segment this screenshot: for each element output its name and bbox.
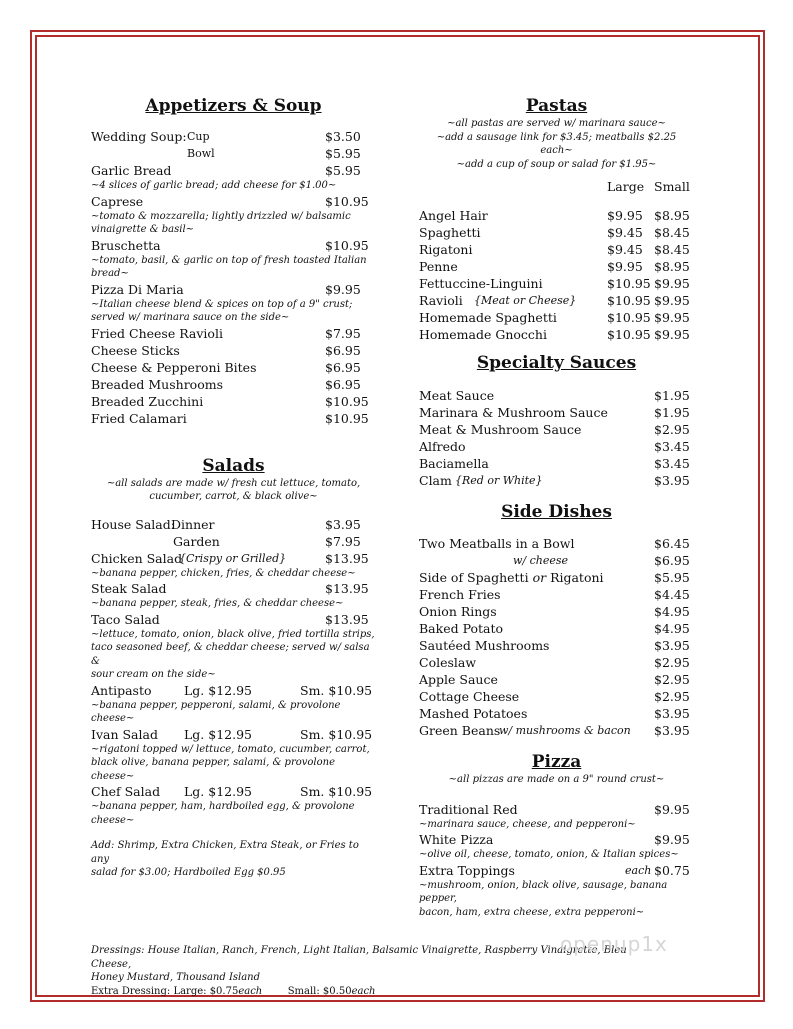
menu-item bbox=[419, 326, 694, 343]
menu-item-pizza-di-maria bbox=[91, 281, 376, 298]
small-column-header: Small bbox=[654, 179, 690, 194]
dressings-list: Dressings: House Italian, Ranch, French, Light Italian, Balsamic Vinaigrette, Raspberry Vinaigrette, Bleu Cheese, bbox=[91, 945, 627, 970]
large-price: Lg. $12.95 bbox=[184, 682, 252, 698]
menu-item bbox=[419, 637, 694, 654]
item-name: Fettuccine-Linguini bbox=[419, 276, 543, 291]
item-name: Breaded Zucchini bbox=[91, 393, 204, 409]
menu-item bbox=[419, 671, 694, 688]
menu-item bbox=[419, 620, 694, 637]
item-name: Two Meatballs in a Bowl bbox=[419, 536, 575, 551]
item-name: Onion Rings bbox=[419, 604, 497, 619]
large-price: $9.45 bbox=[607, 225, 643, 240]
wedding-soup-cup bbox=[91, 128, 376, 145]
item-description: ~banana pepper, steak, fries, & cheddar cheese~ bbox=[91, 598, 344, 609]
item-price: $2.95 bbox=[654, 689, 690, 704]
item-name: Taco Salad bbox=[91, 611, 160, 627]
item-name: Mashed Potatoes bbox=[419, 706, 528, 721]
large-price: $10.95 bbox=[607, 276, 651, 291]
pastas-note: ~add a cup of soup or salad for $1.95~ bbox=[456, 158, 657, 170]
menu-item bbox=[419, 309, 694, 326]
each-label: each bbox=[351, 985, 376, 997]
item-price: $1.95 bbox=[654, 405, 690, 420]
item-description: ~4 slices of garlic bread; add cheese for $1.00~ bbox=[91, 180, 337, 191]
menu-item bbox=[419, 455, 694, 472]
large-price: $10.95 bbox=[607, 310, 651, 325]
garden-label: Garden bbox=[173, 533, 220, 549]
menu-item bbox=[419, 421, 694, 438]
item-price: $4.95 bbox=[654, 621, 690, 636]
sauce-list bbox=[419, 387, 694, 489]
item-name: Rigatoni bbox=[419, 242, 473, 257]
item-description: ~mushroom, onion, black olive, sausage, banana pepper, bbox=[419, 879, 668, 904]
or-label: or bbox=[532, 570, 547, 585]
extra-dressing-small: Small: $0.50 bbox=[287, 985, 352, 997]
item-description: ~rigatoni topped w/ lettuce, tomato, cucumber, carrot, bbox=[91, 743, 370, 755]
item-description: ~banana pepper, ham, hardboiled egg, & provolone bbox=[91, 801, 355, 812]
large-price: $10.95 bbox=[607, 293, 651, 308]
menu-item bbox=[91, 393, 376, 410]
item-name bbox=[419, 569, 604, 586]
item-name: Wedding Soup: bbox=[91, 129, 187, 144]
item-price: $3.45 bbox=[654, 456, 690, 471]
item-price: $13.95 bbox=[325, 550, 369, 566]
item-name: Traditional Red bbox=[419, 801, 518, 817]
item-price: $6.95 bbox=[325, 359, 361, 375]
item-price: $10.95 bbox=[325, 193, 369, 209]
item-description: served w/ marinara sauce on the side~ bbox=[91, 312, 290, 323]
sauces-heading: Specialty Sauces bbox=[476, 353, 637, 373]
item-price: $2.95 bbox=[654, 655, 690, 670]
item-price: $3.95 bbox=[654, 706, 690, 721]
menu-item-garlic-bread bbox=[91, 162, 376, 179]
item-name: Green Beans bbox=[419, 723, 501, 738]
menu-item bbox=[419, 292, 694, 309]
pizza-heading: Pizza bbox=[531, 752, 582, 772]
small-price: $8.45 bbox=[654, 225, 690, 240]
small-price: $8.95 bbox=[654, 259, 690, 274]
menu-item bbox=[419, 705, 694, 722]
item-price: $6.95 bbox=[325, 376, 361, 392]
item-description: sour cream on the side~ bbox=[91, 669, 216, 680]
item-price: $3.50 bbox=[325, 129, 361, 144]
item-name: Pizza Di Maria bbox=[91, 281, 184, 297]
salads-note: cucumber, carrot, & black olive~ bbox=[149, 491, 318, 502]
item-price: $1.95 bbox=[654, 388, 690, 403]
menu-item-traditional-red bbox=[419, 801, 694, 818]
menu-item bbox=[91, 410, 376, 427]
menu-item bbox=[419, 472, 694, 489]
item-description: ~marinara sauce, cheese, and pepperoni~ bbox=[419, 818, 636, 830]
menu-item bbox=[91, 342, 376, 359]
menu-item-meatballs bbox=[419, 535, 694, 552]
menu-item-steak-salad bbox=[91, 580, 376, 597]
item-price: $10.95 bbox=[325, 410, 369, 426]
item-name-part: Rigatoni bbox=[550, 570, 604, 585]
item-option: w/ cheese bbox=[513, 554, 569, 567]
menu-item-antipasto bbox=[91, 682, 376, 699]
menu-item-green-beans bbox=[419, 722, 694, 739]
item-name: Cottage Cheese bbox=[419, 689, 520, 704]
item-price: $7.95 bbox=[325, 325, 361, 341]
item-name: Fried Calamari bbox=[91, 410, 187, 426]
menu-item bbox=[419, 654, 694, 671]
item-price: $9.95 bbox=[654, 801, 690, 817]
menu-item bbox=[419, 586, 694, 603]
item-option: {Red or White} bbox=[455, 474, 543, 487]
menu-item bbox=[419, 603, 694, 620]
item-name: Marinara & Mushroom Sauce bbox=[419, 405, 608, 420]
house-salad-garden bbox=[91, 533, 376, 550]
each-label: each bbox=[238, 985, 263, 997]
menu-item bbox=[419, 275, 694, 292]
menu-item bbox=[419, 241, 694, 258]
item-description: ~Italian cheese blend & spices on top of a 9" crust; bbox=[91, 298, 353, 310]
large-price: $9.45 bbox=[607, 242, 643, 257]
item-name: Baciamella bbox=[419, 456, 489, 471]
item-description: ~banana pepper, pepperoni, salami, & provolone cheese~ bbox=[91, 699, 341, 724]
menu-item-side-spaghetti bbox=[419, 569, 694, 586]
small-price: $8.95 bbox=[654, 208, 690, 223]
menu-item bbox=[91, 359, 376, 376]
menu-item bbox=[419, 207, 694, 224]
item-option: {Crispy or Grilled} bbox=[179, 551, 287, 565]
item-name: Apple Sauce bbox=[419, 672, 498, 687]
item-price: $5.95 bbox=[325, 146, 361, 161]
item-name: Cheese & Pepperoni Bites bbox=[91, 359, 257, 375]
large-price: $9.95 bbox=[607, 208, 643, 223]
item-name: Extra Toppings bbox=[419, 862, 515, 878]
pizza-note: ~all pizzas are made on a 9" round crust~ bbox=[448, 774, 665, 785]
watermark: openup1x bbox=[560, 932, 668, 956]
item-name: House Salad: bbox=[91, 516, 175, 532]
dressings-list: Honey Mustard, Thousand Island bbox=[91, 972, 261, 983]
house-salad-dinner bbox=[91, 516, 376, 533]
pastas-note: ~all pastas are served w/ marinara sauce~ bbox=[447, 118, 666, 129]
salad-addons: salad for $3.00; Hardboiled Egg $0.95 bbox=[91, 867, 286, 878]
side-list bbox=[419, 586, 694, 722]
large-price: Lg. $12.95 bbox=[184, 726, 252, 742]
item-name: Ravioli bbox=[419, 293, 463, 308]
item-price: $3.95 bbox=[654, 473, 690, 488]
menu-item-white-pizza bbox=[419, 831, 694, 848]
appetizers-heading: Appetizers & Soup bbox=[145, 96, 322, 116]
menu-item-chef-salad bbox=[91, 783, 376, 800]
item-price: $7.95 bbox=[325, 533, 361, 549]
item-name: Chef Salad bbox=[91, 784, 161, 799]
item-name: Baked Potato bbox=[419, 621, 504, 636]
menu-item-extra-toppings bbox=[419, 862, 694, 879]
item-name: Antipasto bbox=[91, 682, 152, 698]
item-name: Homemade Gnocchi bbox=[419, 327, 547, 342]
menu-item-caprese bbox=[91, 193, 376, 210]
salads-note: ~all salads are made w/ fresh cut lettuce, tomato, bbox=[106, 477, 361, 489]
extra-dressing-large: Extra Dressing: Large: $0.75 bbox=[91, 985, 239, 997]
large-price: Lg. $12.95 bbox=[184, 784, 252, 799]
item-price: $2.95 bbox=[654, 672, 690, 687]
menu-item bbox=[91, 325, 376, 342]
salad-addons: Add: Shrimp, Extra Chicken, Extra Steak, or Fries to any bbox=[91, 840, 359, 865]
item-description: ~lettuce, tomato, onion, black olive, fried tortilla strips, bbox=[91, 628, 375, 640]
item-price: $13.95 bbox=[325, 611, 369, 627]
item-description: vinaigrette & basil~ bbox=[91, 224, 195, 235]
menu-item-taco-salad bbox=[91, 611, 376, 628]
cup-label: Cup bbox=[187, 130, 210, 143]
pasta-column-headers bbox=[419, 178, 694, 195]
item-name: Fried Cheese Ravioli bbox=[91, 325, 223, 341]
item-name: Coleslaw bbox=[419, 655, 477, 670]
item-name-part: Side of Spaghetti bbox=[419, 570, 529, 585]
right-column bbox=[419, 95, 694, 919]
item-price: $6.95 bbox=[325, 342, 361, 358]
item-name: Angel Hair bbox=[419, 208, 488, 223]
bowl-label: Bowl bbox=[187, 147, 215, 160]
item-name: Garlic Bread bbox=[91, 163, 172, 178]
item-price: $3.95 bbox=[654, 638, 690, 653]
dinner-label: Dinner bbox=[171, 516, 215, 532]
item-name: Ivan Salad bbox=[91, 726, 158, 742]
menu-item-meatballs-cheese bbox=[419, 552, 694, 569]
item-price: $13.95 bbox=[325, 581, 369, 596]
small-price: $9.95 bbox=[654, 327, 690, 342]
item-name: Meat & Mushroom Sauce bbox=[419, 422, 582, 437]
left-column bbox=[91, 95, 376, 880]
pastas-heading: Pastas bbox=[525, 96, 588, 116]
item-name: White Pizza bbox=[419, 832, 494, 847]
item-price: $9.95 bbox=[654, 832, 690, 847]
item-description: ~tomato, basil, & garlic on top of fresh toasted Italian bbox=[91, 254, 367, 266]
menu-item bbox=[419, 438, 694, 455]
item-price: $4.45 bbox=[654, 587, 690, 602]
item-price: $2.95 bbox=[654, 422, 690, 437]
menu-item bbox=[91, 376, 376, 393]
item-price: $3.45 bbox=[654, 439, 690, 454]
item-description: bread~ bbox=[91, 268, 129, 279]
menu-item bbox=[419, 387, 694, 404]
small-price: $9.95 bbox=[654, 310, 690, 325]
item-name: French Fries bbox=[419, 587, 501, 602]
small-price: $9.95 bbox=[654, 276, 690, 291]
small-price: Sm. $10.95 bbox=[300, 784, 373, 799]
menu-item bbox=[419, 258, 694, 275]
menu-item bbox=[419, 688, 694, 705]
item-option: {Meat or Cheese} bbox=[474, 294, 577, 307]
item-name: Clam bbox=[419, 473, 452, 488]
item-name: Chicken Salad bbox=[91, 550, 183, 566]
salads-heading: Salads bbox=[202, 455, 265, 476]
item-price: $10.95 bbox=[325, 237, 369, 253]
item-name: Meat Sauce bbox=[419, 388, 495, 403]
item-description: ~tomato & mozzarella; lightly drizzled w/ balsamic bbox=[91, 210, 351, 222]
item-name: Spaghetti bbox=[419, 225, 481, 240]
item-price: $10.95 bbox=[325, 393, 369, 409]
item-price: $0.75 bbox=[654, 862, 690, 878]
pasta-list bbox=[419, 207, 694, 343]
item-description: cheese~ bbox=[91, 814, 135, 826]
item-description: bacon, ham, extra cheese, extra pepperoni~ bbox=[419, 906, 645, 918]
item-price: $5.95 bbox=[654, 570, 690, 585]
menu-item-chicken-salad bbox=[91, 550, 376, 567]
large-price: $9.95 bbox=[607, 259, 643, 274]
menu-item-ivan-salad bbox=[91, 726, 376, 743]
large-price: $10.95 bbox=[607, 327, 651, 342]
item-description: ~banana pepper, chicken, fries, & cheddar cheese~ bbox=[91, 567, 356, 579]
sides-heading: Side Dishes bbox=[501, 502, 612, 522]
item-name: Penne bbox=[419, 259, 458, 274]
menu-item bbox=[419, 404, 694, 421]
item-price: $3.95 bbox=[325, 516, 361, 532]
item-price: $6.45 bbox=[654, 536, 690, 551]
item-name: Steak Salad bbox=[91, 581, 167, 596]
small-price: $8.45 bbox=[654, 242, 690, 257]
large-column-header: Large bbox=[607, 179, 645, 194]
small-price: Sm. $10.95 bbox=[300, 726, 373, 742]
item-name: Bruschetta bbox=[91, 237, 161, 253]
item-name: Cheese Sticks bbox=[91, 342, 180, 358]
item-description: black olive, banana pepper, salami, & provolone cheese~ bbox=[91, 757, 335, 782]
item-name: Homemade Spaghetti bbox=[419, 310, 557, 325]
appetizer-list bbox=[91, 325, 376, 427]
item-price: $4.95 bbox=[654, 604, 690, 619]
wedding-soup-bowl bbox=[91, 145, 376, 162]
item-name: Sautéed Mushrooms bbox=[419, 638, 550, 653]
item-description: ~olive oil, cheese, tomato, onion, & Italian spices~ bbox=[419, 849, 679, 860]
item-price: $5.95 bbox=[325, 163, 361, 178]
item-name: Caprese bbox=[91, 193, 144, 209]
item-description: taco seasoned beef, & cheddar cheese; served w/ salsa & bbox=[91, 642, 370, 667]
item-name: Breaded Mushrooms bbox=[91, 376, 223, 392]
extra-dressing bbox=[91, 985, 651, 999]
item-price: $9.95 bbox=[325, 281, 361, 297]
item-price: $6.95 bbox=[654, 553, 690, 568]
small-price: Sm. $10.95 bbox=[300, 682, 373, 698]
item-name: Alfredo bbox=[419, 439, 466, 454]
item-price: $3.95 bbox=[654, 723, 690, 738]
item-option: w/ mushrooms & bacon bbox=[499, 724, 631, 737]
menu-item-bruschetta bbox=[91, 237, 376, 254]
each-label: each bbox=[625, 863, 652, 877]
pastas-note: ~add a sausage link for $3.45; meatballs $2.25 each~ bbox=[436, 131, 677, 156]
menu-item bbox=[419, 224, 694, 241]
small-price: $9.95 bbox=[654, 293, 690, 308]
